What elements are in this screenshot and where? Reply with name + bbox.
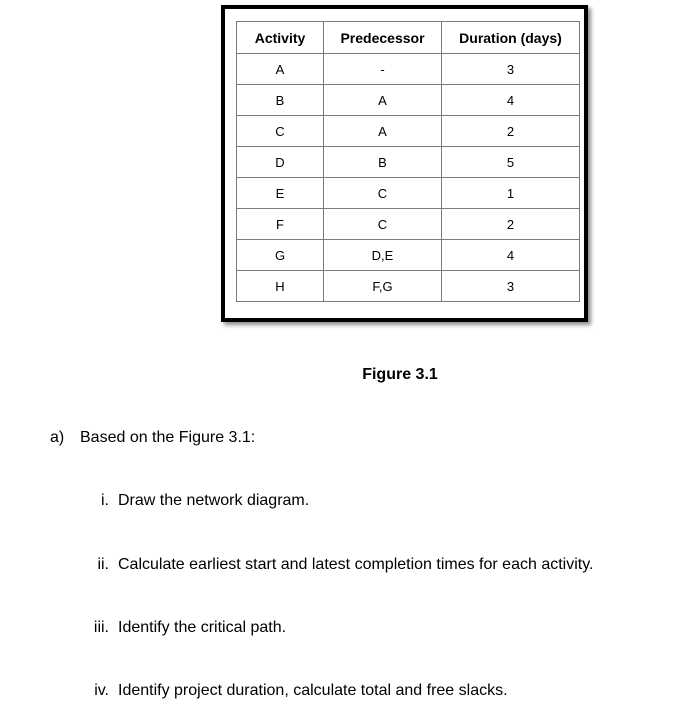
subquestion-item xyxy=(94,682,508,700)
cell-duration: 3 xyxy=(442,271,580,302)
subquestion-number: iv. xyxy=(94,682,109,699)
cell-duration: 2 xyxy=(442,209,580,240)
cell-duration: 4 xyxy=(442,240,580,271)
subquestion-item xyxy=(101,492,310,510)
table-row xyxy=(237,54,580,85)
cell-activity: A xyxy=(237,54,324,85)
figure-caption: Figure 3.1 xyxy=(362,366,438,383)
activity-table xyxy=(236,21,580,302)
cell-activity: E xyxy=(237,178,324,209)
header-activity: Activity xyxy=(237,22,324,54)
header-predecessor: Predecessor xyxy=(324,22,442,54)
cell-predecessor: C xyxy=(324,209,442,240)
question-a xyxy=(50,429,255,447)
cell-duration: 3 xyxy=(442,54,580,85)
subquestion-text: Draw the network diagram. xyxy=(118,492,310,509)
table-row xyxy=(237,147,580,178)
subquestion-text: Calculate earliest start and latest completion times for each activity. xyxy=(118,556,594,573)
cell-predecessor: - xyxy=(324,54,442,85)
subquestion-item xyxy=(97,556,594,574)
cell-predecessor: B xyxy=(324,147,442,178)
table-row xyxy=(237,178,580,209)
cell-activity: G xyxy=(237,240,324,271)
question-number: a) xyxy=(50,429,65,446)
cell-duration: 4 xyxy=(442,85,580,116)
figure-frame xyxy=(221,5,588,322)
cell-activity: B xyxy=(237,85,324,116)
cell-predecessor: A xyxy=(324,85,442,116)
table-row xyxy=(237,85,580,116)
subquestion-item xyxy=(93,619,287,637)
cell-activity: D xyxy=(237,147,324,178)
cell-predecessor: A xyxy=(324,116,442,147)
question-text: Based on the Figure 3.1: xyxy=(80,429,256,446)
table-header-row xyxy=(237,22,580,54)
table-row xyxy=(237,240,580,271)
table-row xyxy=(237,209,580,240)
subquestion-number: iii. xyxy=(93,619,109,636)
subquestion-text: Identify project duration, calculate total and free slacks. xyxy=(118,682,508,699)
subquestion-text: Identify the critical path. xyxy=(118,619,287,636)
subquestion-number: i. xyxy=(101,492,109,509)
cell-activity: F xyxy=(237,209,324,240)
subquestion-number: ii. xyxy=(97,556,109,573)
cell-duration: 5 xyxy=(442,147,580,178)
cell-activity: C xyxy=(237,116,324,147)
table-row xyxy=(237,271,580,302)
header-duration: Duration (days) xyxy=(442,22,580,54)
cell-predecessor: F,G xyxy=(324,271,442,302)
cell-duration: 1 xyxy=(442,178,580,209)
cell-predecessor: C xyxy=(324,178,442,209)
cell-predecessor: D,E xyxy=(324,240,442,271)
cell-activity: H xyxy=(237,271,324,302)
table-row xyxy=(237,116,580,147)
cell-duration: 2 xyxy=(442,116,580,147)
